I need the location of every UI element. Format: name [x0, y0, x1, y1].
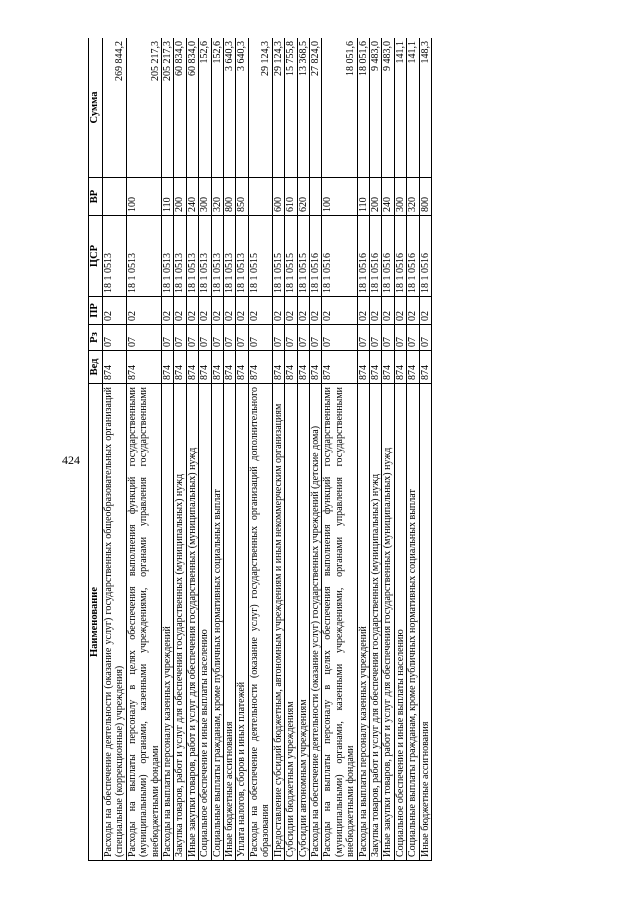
cell-sum: 18 051,6 [322, 38, 357, 178]
cell-sum: 152,6 [199, 38, 211, 178]
table-row [224, 38, 236, 861]
table-row [272, 38, 284, 861]
cell-rz: 07 [186, 325, 198, 351]
cell-pr: 02 [224, 297, 236, 325]
cell-csr: 18 1 0513 [162, 216, 174, 297]
cell-csr: 18 1 0513 [236, 216, 248, 297]
cell-pr: 02 [309, 297, 321, 325]
cell-sum: 13 368,5 [297, 38, 309, 178]
cell-ved: 874 [322, 351, 357, 384]
header-name: Наименование [89, 384, 103, 861]
cell-vr: 110 [162, 178, 174, 216]
cell-sum: 29 124,3 [248, 38, 272, 178]
cell-name: Закупка товаров, работ и услуг для обеспечения государственных (муниципальных) нужд [174, 384, 186, 861]
cell-name: Расходы на обеспечение деятельности (оказание услуг) государственных учреждений (детские дома) [309, 384, 321, 861]
header-ved: Вед [89, 351, 103, 384]
cell-pr: 02 [285, 297, 297, 325]
document-page [88, 38, 566, 861]
cell-ved: 874 [419, 351, 431, 384]
cell-rz: 07 [103, 325, 127, 351]
cell-rz: 07 [174, 325, 186, 351]
cell-ved: 874 [236, 351, 248, 384]
cell-csr: 18 1 0516 [407, 216, 419, 297]
cell-pr: 02 [369, 297, 381, 325]
cell-name: Субсидии бюджетным учреждениям [285, 384, 297, 861]
cell-csr: 18 1 0513 [211, 216, 223, 297]
cell-name: Иные бюджетные ассигнования [224, 384, 236, 861]
cell-sum: 29 124,3 [272, 38, 284, 178]
cell-name: Субсидии автономным учреждениям [297, 384, 309, 861]
cell-vr: 240 [186, 178, 198, 216]
cell-ved: 874 [309, 351, 321, 384]
cell-rz: 07 [224, 325, 236, 351]
cell-name: Социальное обеспечение и иные выплаты населению [394, 384, 406, 861]
cell-name: Социальное обеспечение и иные выплаты населению [199, 384, 211, 861]
cell-vr: 610 [285, 178, 297, 216]
cell-csr: 18 1 0516 [309, 216, 321, 297]
cell-sum: 148,3 [419, 38, 431, 178]
cell-name: Расходы на выплаты персоналу казенных учреждений [357, 384, 369, 861]
cell-ved: 874 [369, 351, 381, 384]
cell-pr: 02 [297, 297, 309, 325]
cell-ved: 874 [357, 351, 369, 384]
cell-vr: 320 [407, 178, 419, 216]
page-number: 424 [62, 453, 80, 467]
cell-csr: 18 1 0516 [357, 216, 369, 297]
cell-vr [309, 178, 321, 216]
cell-pr: 02 [248, 297, 272, 325]
table-row [407, 38, 419, 861]
cell-pr: 02 [211, 297, 223, 325]
table-row [126, 38, 161, 861]
cell-name: Предоставление субсидий бюджетным, автономным учреждениям и иным некоммерческим организациям [272, 384, 284, 861]
table-row [419, 38, 431, 861]
cell-ved: 874 [199, 351, 211, 384]
cell-ved: 874 [272, 351, 284, 384]
cell-sum: 141,1 [407, 38, 419, 178]
cell-vr: 100 [126, 178, 161, 216]
budget-table-container [88, 38, 566, 861]
cell-name: Иные закупки товаров, работ и услуг для обеспечения государственных (муниципальных) нужд [382, 384, 394, 861]
cell-vr: 100 [322, 178, 357, 216]
cell-sum: 3 640,3 [224, 38, 236, 178]
cell-csr: 18 1 0513 [186, 216, 198, 297]
cell-rz: 07 [419, 325, 431, 351]
cell-sum: 269 844,2 [103, 38, 127, 178]
cell-vr: 800 [419, 178, 431, 216]
table-row [297, 38, 309, 861]
cell-vr: 200 [369, 178, 381, 216]
cell-csr: 18 1 0515 [272, 216, 284, 297]
cell-vr: 200 [174, 178, 186, 216]
cell-sum: 15 755,8 [285, 38, 297, 178]
cell-csr: 18 1 0516 [394, 216, 406, 297]
table-row [162, 38, 174, 861]
table-row [309, 38, 321, 861]
cell-name: Расходы на обеспечение деятельности (оказание услуг) государственных организаций дополнительного образования [248, 384, 272, 861]
cell-pr: 02 [419, 297, 431, 325]
cell-sum: 60 834,0 [186, 38, 198, 178]
table-row [322, 38, 357, 861]
cell-rz: 07 [285, 325, 297, 351]
cell-pr: 02 [236, 297, 248, 325]
table-row [211, 38, 223, 861]
cell-ved: 874 [174, 351, 186, 384]
cell-ved: 874 [211, 351, 223, 384]
cell-name: Закупка товаров, работ и услуг для обеспечения государственных (муниципальных) нужд [369, 384, 381, 861]
table-row [394, 38, 406, 861]
table-header-row [89, 38, 103, 861]
cell-pr: 02 [382, 297, 394, 325]
cell-ved: 874 [297, 351, 309, 384]
cell-name: Расходы на выплаты персоналу в целях обеспечения выполнения функций государственными (муниципальными) органами, казенными учреждениями, органами управления государственными внебюджетными фондами [126, 384, 161, 861]
cell-csr: 18 1 0516 [382, 216, 394, 297]
cell-ved: 874 [407, 351, 419, 384]
cell-csr: 18 1 0515 [297, 216, 309, 297]
cell-vr: 110 [357, 178, 369, 216]
cell-csr: 18 1 0516 [322, 216, 357, 297]
cell-sum: 152,6 [211, 38, 223, 178]
cell-sum: 205 217,3 [162, 38, 174, 178]
cell-sum: 9 483,0 [369, 38, 381, 178]
cell-csr: 18 1 0513 [174, 216, 186, 297]
table-row [103, 38, 127, 861]
cell-pr: 02 [272, 297, 284, 325]
table-row [369, 38, 381, 861]
cell-sum: 9 483,0 [382, 38, 394, 178]
cell-pr: 02 [126, 297, 161, 325]
cell-rz: 07 [322, 325, 357, 351]
cell-name: Расходы на обеспечение деятельности (оказание услуг) государственных общеобразовательных организаций (специальные (коррекционные) учреждения) [103, 384, 127, 861]
cell-ved: 874 [103, 351, 127, 384]
cell-rz: 07 [211, 325, 223, 351]
cell-ved: 874 [162, 351, 174, 384]
table-row [248, 38, 272, 861]
cell-rz: 07 [309, 325, 321, 351]
header-sum: Сумма [89, 38, 103, 178]
cell-name: Социальные выплаты гражданам, кроме публичных нормативных социальных выплат [211, 384, 223, 861]
table-row [236, 38, 248, 861]
cell-name: Расходы на выплаты персоналу в целях обеспечения выполнения функций государственными (муниципальными) органами, казенными учреждениями, органами управления государственными внебюджетными фондами [322, 384, 357, 861]
cell-pr: 02 [162, 297, 174, 325]
cell-rz: 07 [126, 325, 161, 351]
cell-csr: 18 1 0513 [224, 216, 236, 297]
cell-name: Иные закупки товаров, работ и услуг для обеспечения государственных (муниципальных) нужд [186, 384, 198, 861]
cell-rz: 07 [357, 325, 369, 351]
cell-pr: 02 [199, 297, 211, 325]
cell-pr: 02 [322, 297, 357, 325]
table-row [357, 38, 369, 861]
header-rz: Рз [89, 325, 103, 351]
cell-sum: 3 640,3 [236, 38, 248, 178]
cell-rz: 07 [394, 325, 406, 351]
cell-ved: 874 [382, 351, 394, 384]
cell-vr: 300 [199, 178, 211, 216]
cell-ved: 874 [224, 351, 236, 384]
cell-rz: 07 [382, 325, 394, 351]
table-row [174, 38, 186, 861]
cell-csr: 18 1 0515 [248, 216, 272, 297]
cell-sum: 205 217,3 [126, 38, 161, 178]
cell-rz: 07 [199, 325, 211, 351]
cell-csr: 18 1 0513 [199, 216, 211, 297]
cell-ved: 874 [126, 351, 161, 384]
cell-vr [248, 178, 272, 216]
cell-vr: 240 [382, 178, 394, 216]
cell-vr [103, 178, 127, 216]
cell-pr: 02 [407, 297, 419, 325]
table-row [285, 38, 297, 861]
cell-csr: 18 1 0515 [285, 216, 297, 297]
cell-ved: 874 [248, 351, 272, 384]
cell-sum: 18 051,6 [357, 38, 369, 178]
cell-ved: 874 [186, 351, 198, 384]
cell-rz: 07 [297, 325, 309, 351]
table-row [186, 38, 198, 861]
cell-csr: 18 1 0513 [126, 216, 161, 297]
cell-vr: 620 [297, 178, 309, 216]
cell-name: Расходы на выплаты персоналу казенных учреждений [162, 384, 174, 861]
table-row [199, 38, 211, 861]
cell-ved: 874 [394, 351, 406, 384]
cell-pr: 02 [174, 297, 186, 325]
table-row [382, 38, 394, 861]
cell-sum: 60 834,0 [174, 38, 186, 178]
cell-ved: 874 [285, 351, 297, 384]
cell-csr: 18 1 0513 [103, 216, 127, 297]
cell-rz: 07 [162, 325, 174, 351]
cell-rz: 07 [236, 325, 248, 351]
cell-pr: 02 [357, 297, 369, 325]
header-csr: ЦСР [89, 216, 103, 297]
cell-csr: 18 1 0516 [419, 216, 431, 297]
cell-pr: 02 [394, 297, 406, 325]
cell-vr: 800 [224, 178, 236, 216]
table-body [103, 38, 432, 861]
cell-rz: 07 [369, 325, 381, 351]
cell-pr: 02 [186, 297, 198, 325]
cell-csr: 18 1 0516 [369, 216, 381, 297]
cell-sum: 141,1 [394, 38, 406, 178]
cell-rz: 07 [248, 325, 272, 351]
cell-sum: 27 824,0 [309, 38, 321, 178]
header-pr: ПР [89, 297, 103, 325]
cell-pr: 02 [103, 297, 127, 325]
header-vr: ВР [89, 178, 103, 216]
cell-vr: 850 [236, 178, 248, 216]
cell-name: Уплата налогов, сборов и иных платежей [236, 384, 248, 861]
cell-rz: 07 [407, 325, 419, 351]
cell-rz: 07 [272, 325, 284, 351]
cell-vr: 300 [394, 178, 406, 216]
cell-name: Социальные выплаты гражданам, кроме публичных нормативных социальных выплат [407, 384, 419, 861]
budget-table [88, 38, 432, 861]
cell-name: Иные бюджетные ассигнования [419, 384, 431, 861]
cell-vr: 600 [272, 178, 284, 216]
cell-vr: 320 [211, 178, 223, 216]
